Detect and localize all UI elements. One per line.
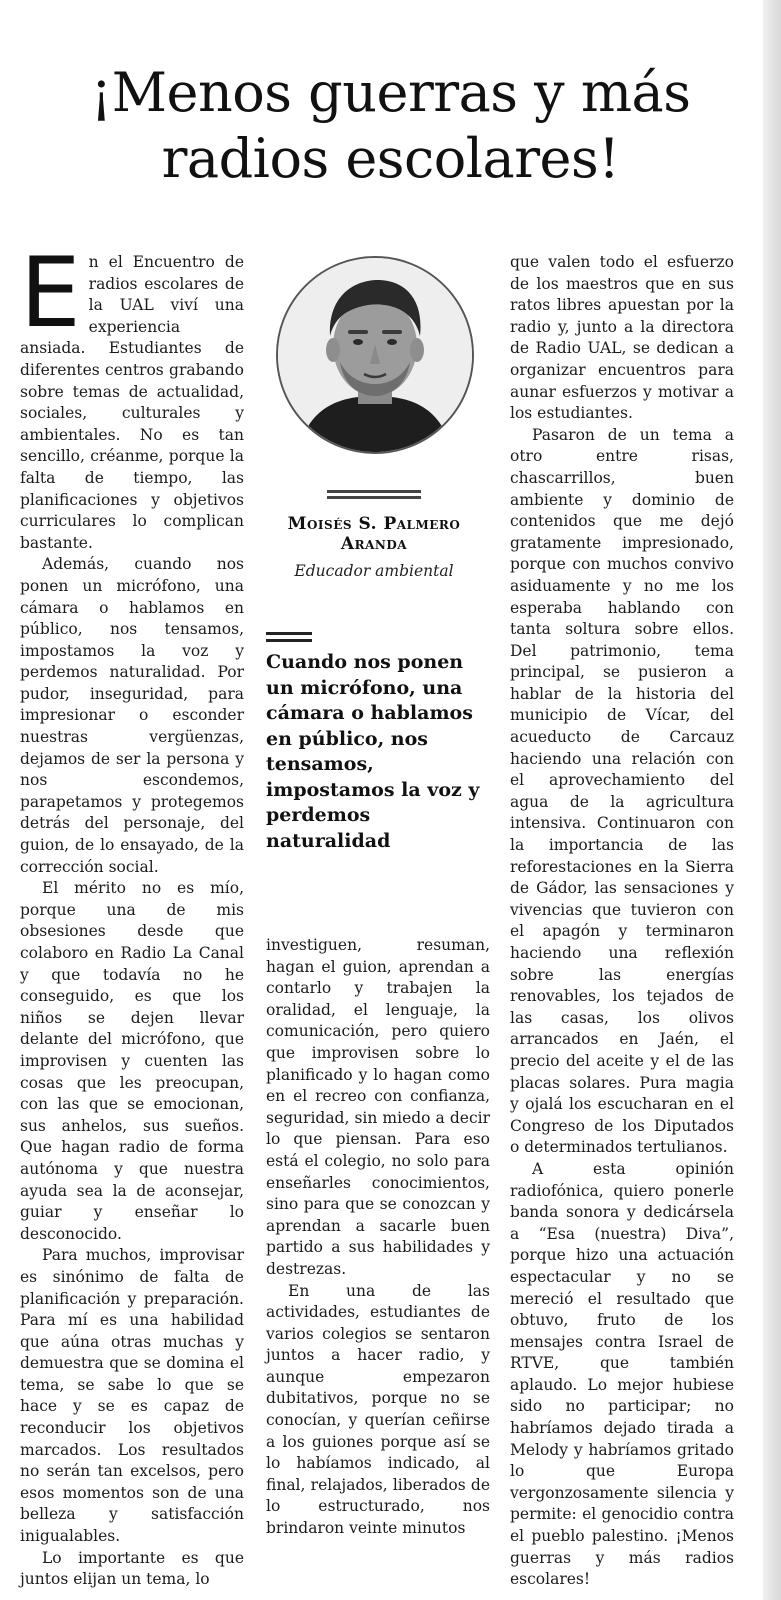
article-column-3 <box>510 252 734 1591</box>
pull-quote-rule <box>266 632 312 635</box>
author-divider-rule <box>327 496 421 499</box>
article-column-1 <box>20 237 244 1591</box>
portrait-illustration <box>278 258 472 452</box>
paragraph: Lo importante es que juntos elijan un tema, lo <box>20 1548 244 1589</box>
paragraph <box>20 237 244 554</box>
pull-quote: Cuando nos ponen un micrófono, una cámara o hablamos en público, nos tensamos, impostamos la voz y perdemos naturalidad <box>266 651 480 852</box>
page-edge-shadow <box>763 0 781 1600</box>
paragraph: Para muchos, improvisar es sinónimo de falta de planificación y preparación. Para mí es una habilidad que aúna otras muchas y demuestra que se domina el tema, se sabe lo que se hace y se es capaz de reconducir los objetivos marcados. Los resultados no serán tan excelsos, pero esos momentos son de una belleza y satisfacción inigualables. <box>20 1246 244 1546</box>
headline: ¡Menos guerras y más radios escolares! <box>90 61 691 191</box>
paragraph: Además, cuando nos ponen un micrófono, una cámara o hablamos en público, nos tensamos, impostamos la voz y perdemos naturalidad. Por pudor, inseguridad, para impresionar o esconder nuestras vergüenzas, dejamos de ser la persona y nos escondemos, parapetamos y protegemos detrás del personaje, del guion, de lo ensayado, de la corrección social. <box>20 555 244 876</box>
paragraph: En una de las actividades, estudiantes de varios colegios se sentaron juntos a hacer radio, y aunque empezaron dubitativos, porque no se conocían, y querían ceñirse a los guiones porque así se lo habíamos indicado, al final, relajados, liberados de lo estructurado, nos brindaron veinte minutos <box>266 1281 490 1538</box>
author-divider-rule <box>327 490 421 493</box>
paragraph: El mérito no es mío, porque una de mis obsesiones desde que colaboro en Radio La Canal y que todavía no he conseguido, es que los niños se dejen llevar delante del micrófono, que improvisen y cuenten las cosas que les preocupan, con las que se emocionan, sus anhelos, sus sueños. Que hagan radio de forma autónoma y que nuestra ayuda sea la de aconsejar, guiar y enseñar lo desconocido. <box>20 879 244 1243</box>
paragraph: Pasaron de un tema a otro entre risas, chascarrillos, buen ambiente y dominio de contenidos que me dejó gratamente impresionado, porque con muchos convivo asiduamente y no me los esperaba hablando con tanta soltura sobre ellos. Del patrimonio, tema principal, se pusieron a hablar de la historia del municipio de Vícar, del acueducto de Carcauz haciendo una relación con el aprovechamiento del agua de la agricultura intensiva. Continuaron con la importancia de las reforestaciones en la Sierra de Gádor, las sensaciones y vivencias que tuvieron con el apagón y terminaron haciendo una reflexión sobre las energías renovables, los tejados de las casas, los olivos arrancados en Jaén, el precio del aceite y el de las placas solares. Pura magia y ojalá los escucharan en el Congreso de los Diputados o determinados tertulianos. <box>510 425 734 1157</box>
paragraph-text: n el Encuentro de radios escolares de la UAL viví una experiencia ansiada. Estudiantes de diferentes centros grabando sobre temas de actualidad, sociales, culturales y ambientales. No es tan sencillo, créanme, porque la falta de tiempo, las planificaciones y objetivos curriculares lo complican bastante. <box>20 253 244 552</box>
paragraph: que valen todo el esfuerzo de los maestros que en sus ratos libres apuestan por la radio y, junto a la directora de Radio UAL, se dedican a organizar encuentros para aunar esfuerzos y motivar a los estudiantes. <box>510 253 734 423</box>
author-name: Moisés S. Palmero Aranda <box>287 514 461 554</box>
paragraph: investiguen, resuman, hagan el guion, aprendan a contarlo y trabajen la oralidad, el lenguaje, la comunicación, pero quiero que improvisen sobre lo planificado y lo hagan como en el recreo con confianza, seguridad, sin miedo a decir lo que piensan. Para eso está el colegio, no solo para enseñarles conocimientos, sino para que se conozcan y aprendan a sacarle buen partido a sus habilidades y destrezas. <box>266 936 490 1278</box>
article-column-2 <box>266 935 490 1540</box>
author-portrait-image <box>276 256 474 454</box>
pull-quote-rule <box>266 639 312 642</box>
author-photo <box>276 256 474 454</box>
drop-cap: E <box>20 237 81 349</box>
paragraph: A esta opinión radiofónica, quiero ponerle banda sonora y dedicársela a “Esa (nuestra) Diva”, porque hizo una actuación espectacular y no se mereció el resultado que obtuvo, fruto de los mensajes contra Israel de RTVE, que también aplaudo. Lo mejor hubiese sido no participar; no habríamos dejado tirada a Melody y habríamos gritado lo que Europa vergonzosamente silencia y permite: el genocidio contra el pueblo palestino. ¡Menos guerras y más radios escolares! <box>510 1159 734 1589</box>
author-role: Educador ambiental <box>294 562 454 580</box>
